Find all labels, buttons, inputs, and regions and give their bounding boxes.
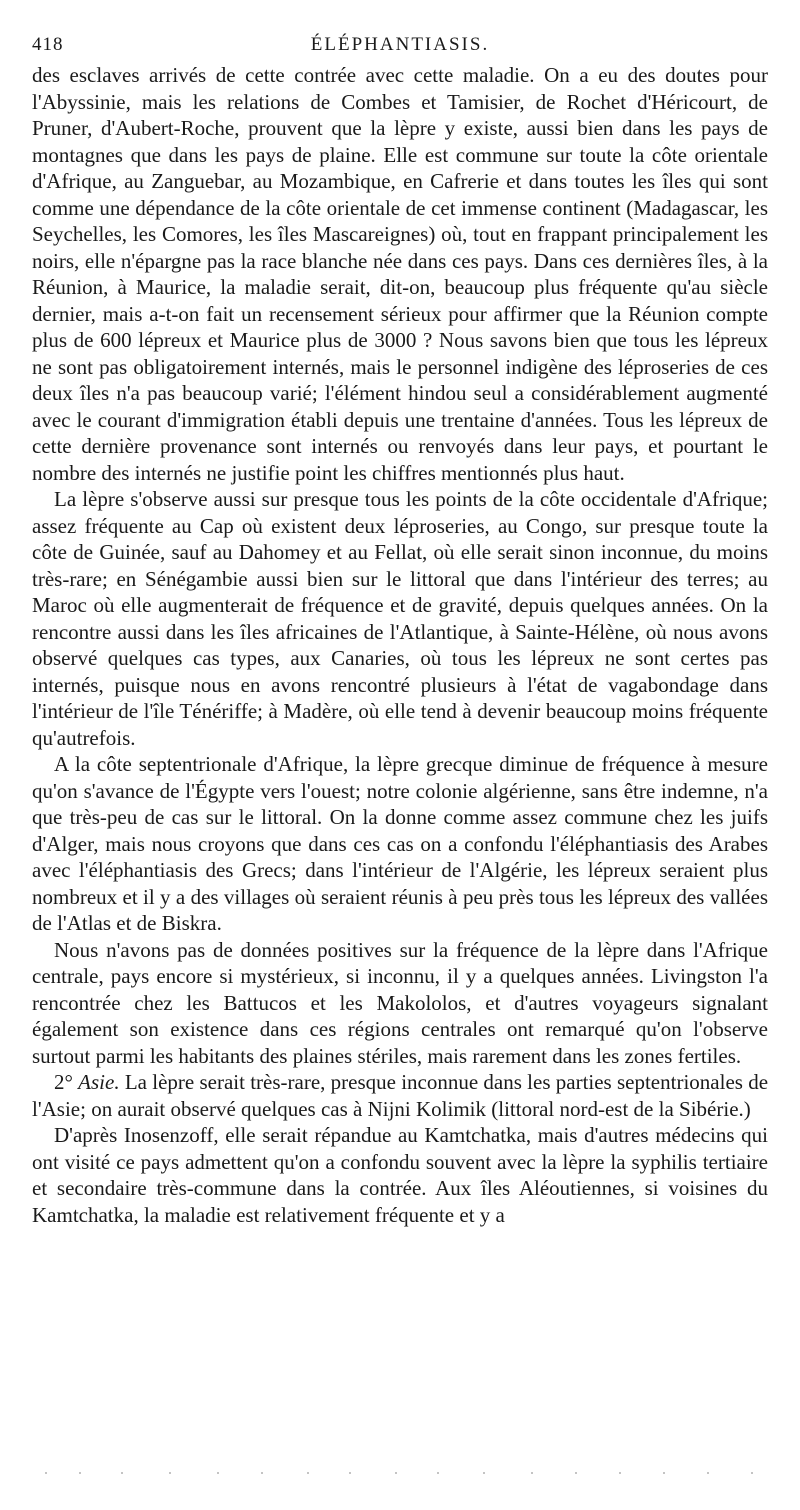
section-number: 2° xyxy=(54,1070,73,1094)
paragraph: D'après Inosenzoff, elle serait répandue au Kamtchatka, mais d'autres médecins qui ont visité ce pays admettent qu'on a confondu souvent avec la lèpre la syphilis tertiaire et secondaire très-commune dans la contrée. Aux îles Aléoutiennes, si voisines du Kamtchatka, la maladie est relativement fréquente et y a xyxy=(32,1123,768,1227)
paragraph-section-asia xyxy=(32,1069,768,1122)
section-text: La lèpre serait très-rare, presque inconnue dans les parties septentrionales de l'Asie; on aurait observé quelques cas à Nijni Kolimik (littoral nord-est de la Sibérie.) xyxy=(32,1070,769,1121)
section-heading: Asie. xyxy=(78,1070,120,1094)
page-title: ÉLÉPHANTIASIS. xyxy=(310,34,490,55)
running-head xyxy=(32,34,768,58)
paragraph-continued: des esclaves arrivés de cette contrée avec cette maladie. On a eu des doutes pour l'Abyssinie, mais les relations de Combes et Tamisier, de Rochet d'Héricourt, de Pruner, d'Aubert-Roche, prouvent que la lèpre y existe, aussi bien dans les pays de montagnes que dans les pays de plaine. Elle est commune sur toute la côte orientale d'Afrique, au Zanguebar, au Mozambique, en Cafrerie et dans toutes les îles qui sont comme une dépendance de la côte orientale de cet immense continent (Madagascar, les Seychelles, les Comores, les îles Mascareignes) où, tout en frappant principalement les noirs, elle n'épargne pas la race blanche née dans ces pays. Dans ces dernières îles, à la Réunion, à Maurice, la maladie serait, dit-on, beaucoup plus fréquente qu'au siècle dernier, mais a-t-on fait un recensement sérieux pour affirmer que la Réunion compte plus de 600 lépreux et Maurice plus de 3000 ? Nous savons bien que tous les lépreux ne sont pas obligatoirement internés, mais le personnel indigène des léproseries de ces deux îles n'a pas beaucoup varié; l'élément hindou seul a considérablement augmenté avec le courant d'immigration établi depuis une trentaine d'années. Tous les lépreux de cette dernière provenance sont internés ou renvoyés dans leur pays, et pourtant le nombre des internés ne justifie point les chiffres mentionnés plus haut. xyxy=(32,63,768,485)
scan-specks xyxy=(40,1470,760,1476)
paragraph: A la côte septentrionale d'Afrique, la lèpre grecque diminue de fréquence à mesure qu'on s'avance de l'Égypte vers l'ouest; notre colonie algérienne, sans être indemne, n'a que très-peu de cas sur le littoral. On la donne comme assez commune chez les juifs d'Alger, mais nous croyons que dans ces cas on a confondu l'éléphantiasis des Arabes avec l'éléphantiasis des Grecs; dans l'intérieur de l'Algérie, les lépreux seraient plus nombreux et il y a des villages où seraient réunis à peu près tous les lépreux des vallées de l'Atlas et de Biskra. xyxy=(32,752,768,935)
body-text xyxy=(32,62,768,1228)
page-number: 418 xyxy=(32,34,64,55)
paragraph: La lèpre s'observe aussi sur presque tous les points de la côte occidentale d'Afrique; assez fréquente au Cap où existent deux léproseries, au Congo, sur presque toute la côte de Guinée, sauf au Dahomey et au Fellat, où elle serait sinon inconnue, du moins très-rare; en Sénégambie aussi bien sur le littoral que dans l'intérieur des terres; au Maroc où elle augmenterait de fréquence et de gravité, depuis quelques années. On la rencontre aussi dans les îles africaines de l'Atlantique, à Sainte-Hélène, où nous avons observé quelques cas types, aux Canaries, où tous les lépreux ne sont certes pas internés, puisque nous en avons rencontré plusieurs à l'état de vagabondage dans l'intérieur de l'île Ténériffe; à Madère, où elle tend à devenir beaucoup moins fréquente qu'autrefois. xyxy=(32,487,768,750)
paragraph: Nous n'avons pas de données positives sur la fréquence de la lèpre dans l'Afrique centrale, pays encore si mystérieux, si inconnu, il y a quelques années. Livingston l'a rencontrée chez les Battucos et les Makololos, et d'autres voyageurs signalant également son existence dans ces régions centrales ont remarqué qu'on l'observe surtout parmi les habitants des plaines stériles, mais rarement dans les zones fertiles. xyxy=(32,937,768,1068)
